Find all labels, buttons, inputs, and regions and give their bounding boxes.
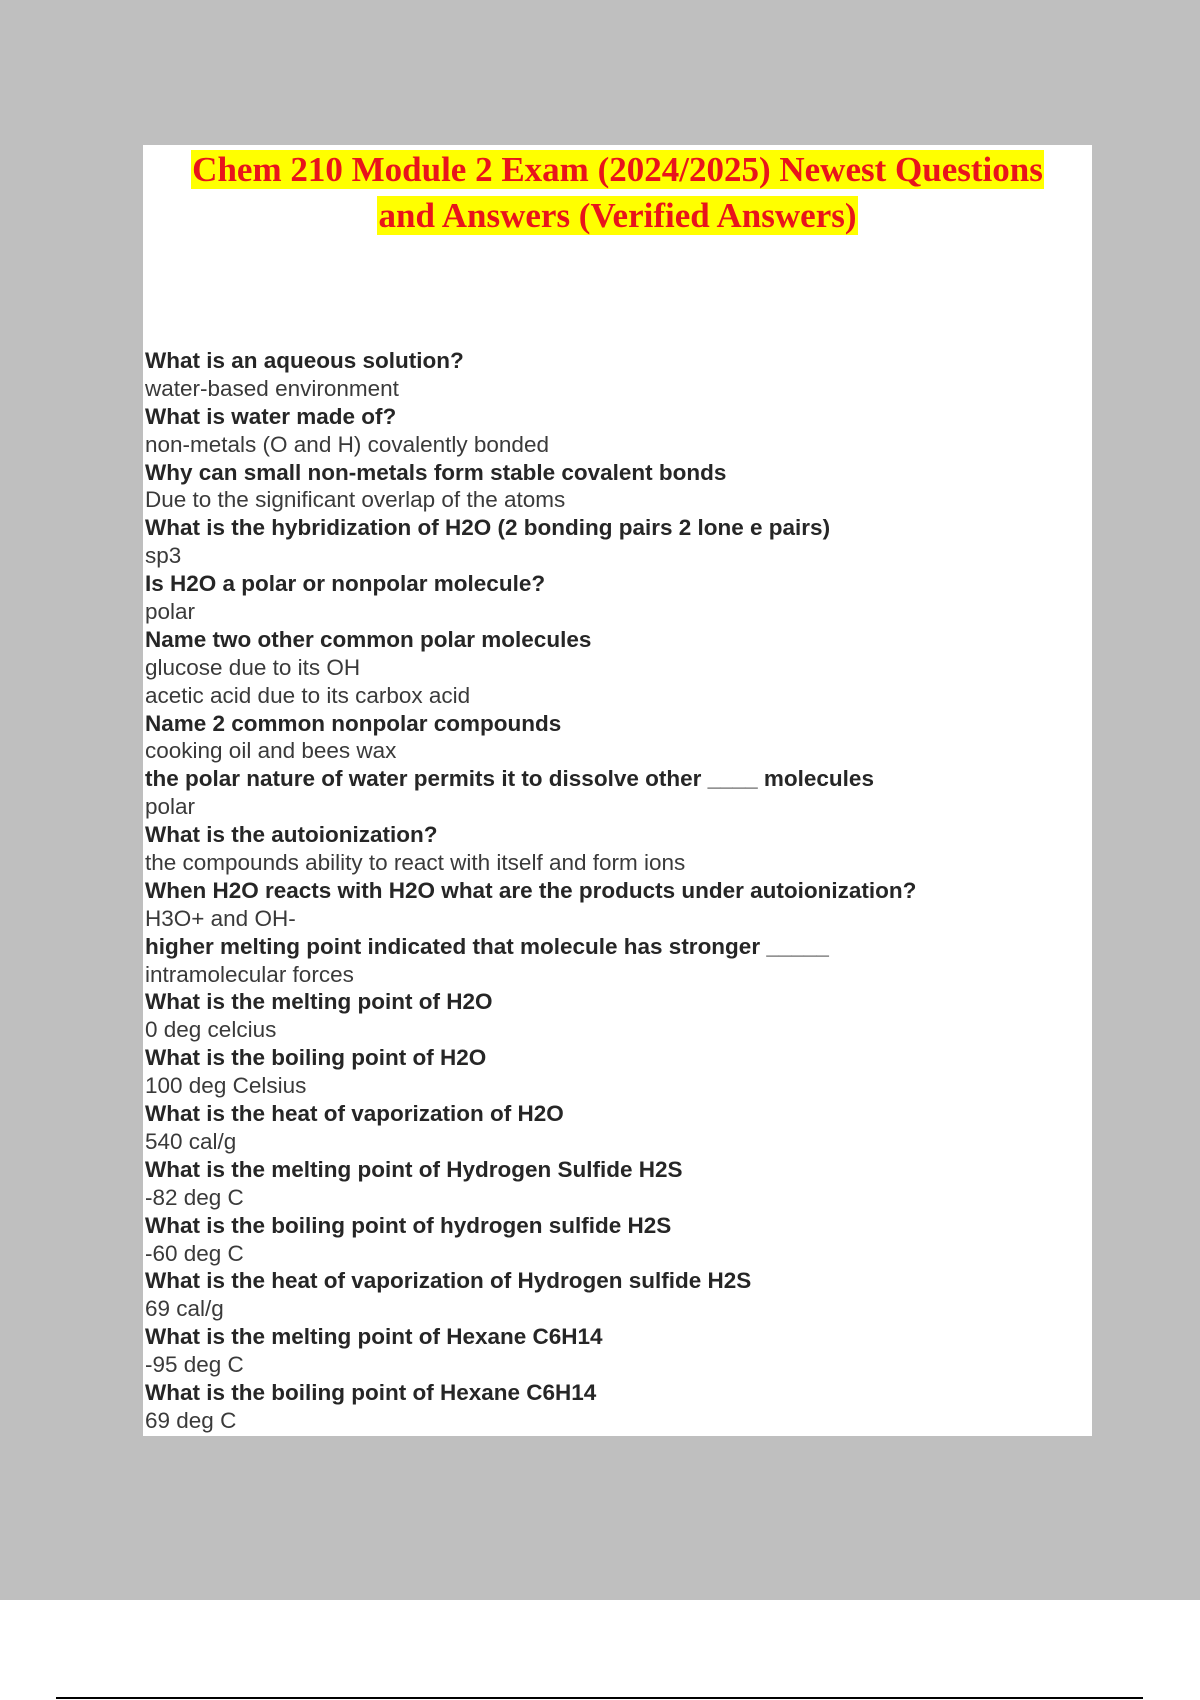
question-line: Name two other common polar molecules <box>145 626 592 652</box>
answer-line: polar <box>145 599 196 625</box>
document-page <box>143 145 1092 1436</box>
answer-line: 0 deg celcius <box>145 1017 277 1043</box>
question-line: What is an aqueous solution? <box>145 348 464 373</box>
answer-line: 100 deg Celsius <box>145 1073 307 1099</box>
question-line: When H2O reacts with H2O what are the products under autoionization? <box>145 877 917 903</box>
answer-line: glucose due to its OH <box>145 654 361 680</box>
title-line-1 <box>143 147 1092 193</box>
question-line: What is the boiling point of H2O <box>145 1045 487 1071</box>
answer-line: Due to the significant overlap of the atoms <box>145 487 566 513</box>
qa-list <box>145 347 1085 1435</box>
answer-line: sp3 <box>145 543 182 569</box>
answer-line: -82 deg C <box>145 1184 244 1210</box>
answer-line: H3O+ and OH- <box>145 905 296 931</box>
answer-line: 69 deg C <box>145 1407 237 1433</box>
answer-line: cooking oil and bees wax <box>145 738 397 764</box>
answer-line: -60 deg C <box>145 1240 244 1266</box>
title-line-1-text: Chem 210 Module 2 Exam (2024/2025) Newest Questions <box>192 150 1043 189</box>
question-line: What is the melting point of H2O <box>145 989 493 1015</box>
question-line: Why can small non-metals form stable covalent bonds <box>145 459 727 485</box>
question-line: What is the melting point of Hexane C6H14 <box>145 1324 603 1350</box>
question-line: What is the hybridization of H2O (2 bonding pairs 2 lone e pairs) <box>145 515 831 541</box>
question-line: the polar nature of water permits it to dissolve other ____ molecules <box>145 766 874 792</box>
question-line: Is H2O a polar or nonpolar molecule? <box>145 571 546 597</box>
question-line: Name 2 common nonpolar compounds <box>145 710 562 736</box>
footer-divider <box>56 1697 1143 1699</box>
answer-line: 69 cal/g <box>145 1296 224 1322</box>
answer-line: non-metals (O and H) covalently bonded <box>145 431 549 457</box>
title-line-2-text: and Answers (Verified Answers) <box>378 196 857 235</box>
answer-line: 540 cal/g <box>145 1128 237 1154</box>
question-line: What is the heat of vaporization of H2O <box>145 1101 564 1127</box>
answer-line: -95 deg C <box>145 1352 244 1378</box>
answer-line: the compounds ability to react with itself and form ions <box>145 850 686 876</box>
question-line: What is the autoionization? <box>145 822 438 848</box>
question-line: higher melting point indicated that molecule has stronger _____ <box>145 933 829 959</box>
answer-line: water-based environment <box>145 375 399 401</box>
question-line: What is the boiling point of hydrogen sulfide H2S <box>145 1212 672 1238</box>
document-title <box>143 147 1092 239</box>
question-line: What is the boiling point of Hexane C6H14 <box>145 1379 597 1405</box>
title-line-2 <box>143 193 1092 239</box>
answer-line: intramolecular forces <box>145 961 354 987</box>
answer-line: polar <box>145 794 196 820</box>
question-line: What is water made of? <box>145 403 397 429</box>
answer-line: acetic acid due to its carbox acid <box>145 682 471 708</box>
question-line: What is the heat of vaporization of Hydrogen sulfide H2S <box>145 1268 752 1294</box>
question-line: What is the melting point of Hydrogen Sulfide H2S <box>145 1156 683 1182</box>
